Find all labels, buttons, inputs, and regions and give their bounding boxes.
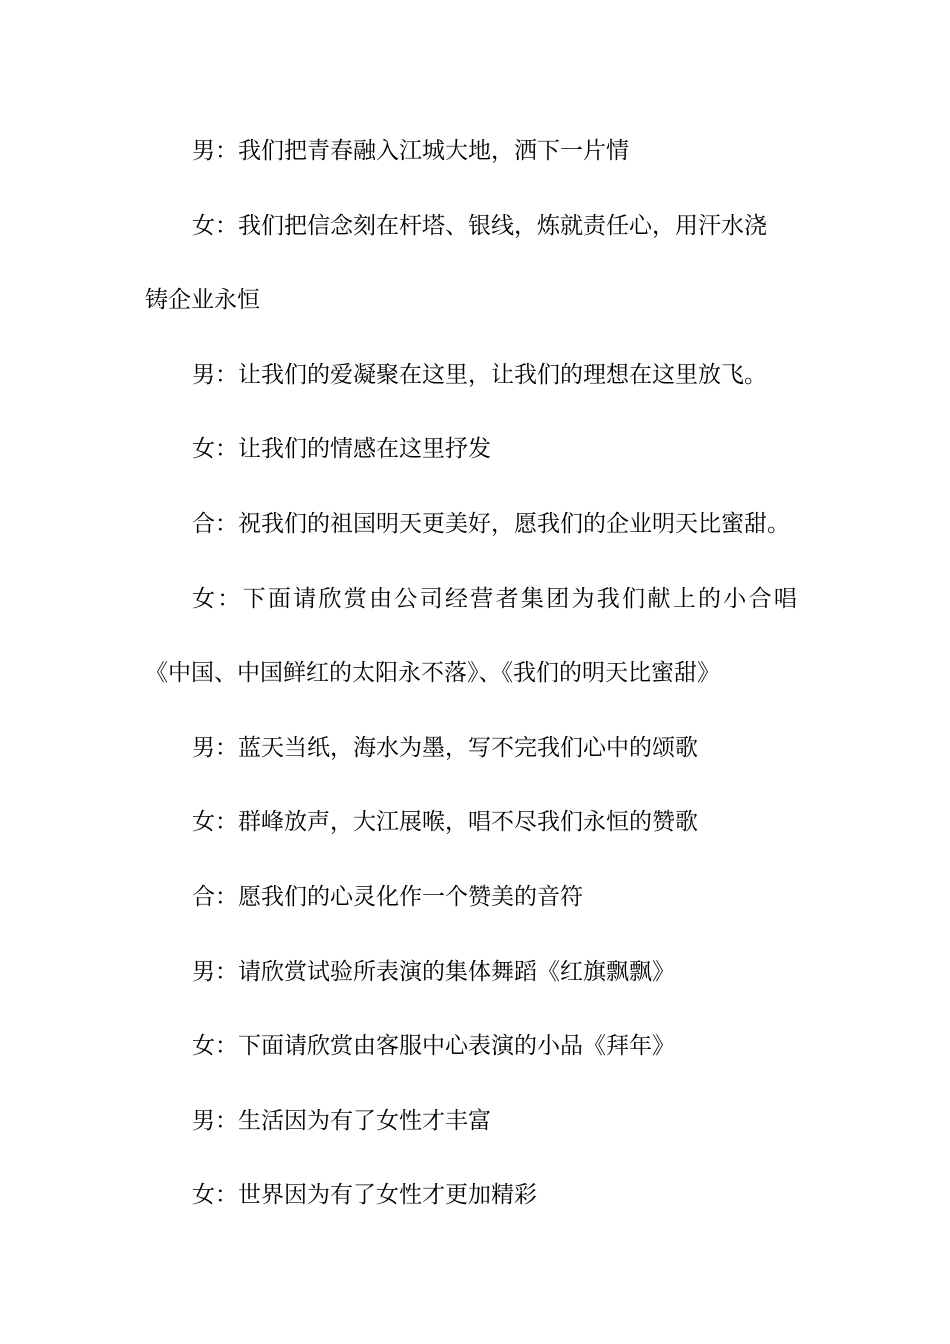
paragraph-line: 铸企业永恒 [145, 287, 260, 313]
paragraph-line: 女：让我们的情感在这里抒发 [192, 436, 491, 462]
paragraph-line: 男：蓝天当纸，海水为墨，写不完我们心中的颂歌 [192, 735, 698, 761]
paragraph-line: 男：我们把青春融入江城大地，洒下一片情 [192, 138, 629, 164]
paragraph-line: 男：让我们的爱凝聚在这里，让我们的理想在这里放飞。 [192, 362, 767, 388]
paragraph-line: 合：祝我们的祖国明天更美好，愿我们的企业明天比蜜甜。 [192, 511, 790, 537]
paragraph-line: 女：我们把信念刻在杆塔、银线，炼就责任心，用汗水浇 [192, 213, 767, 239]
paragraph-line: 男：生活因为有了女性才丰富 [192, 1108, 491, 1134]
paragraph-line: 男：请欣赏试验所表演的集体舞蹈《红旗飘飘》 [192, 959, 675, 985]
paragraph-line: 女：群峰放声，大江展喉，唱不尽我们永恒的赞歌 [192, 809, 698, 835]
paragraph-line: 女：下面请欣赏由客服中心表演的小品《拜年》 [192, 1033, 675, 1059]
paragraph-line: 女：下面请欣赏由公司经营者集团为我们献上的小合唱 [192, 586, 800, 612]
paragraph-line: 《中国、中国鲜红的太阳永不落》、《我们的明天比蜜甜》 [145, 660, 720, 686]
paragraph-line: 女：世界因为有了女性才更加精彩 [192, 1182, 537, 1208]
paragraph-line: 合：愿我们的心灵化作一个赞美的音符 [192, 884, 583, 910]
